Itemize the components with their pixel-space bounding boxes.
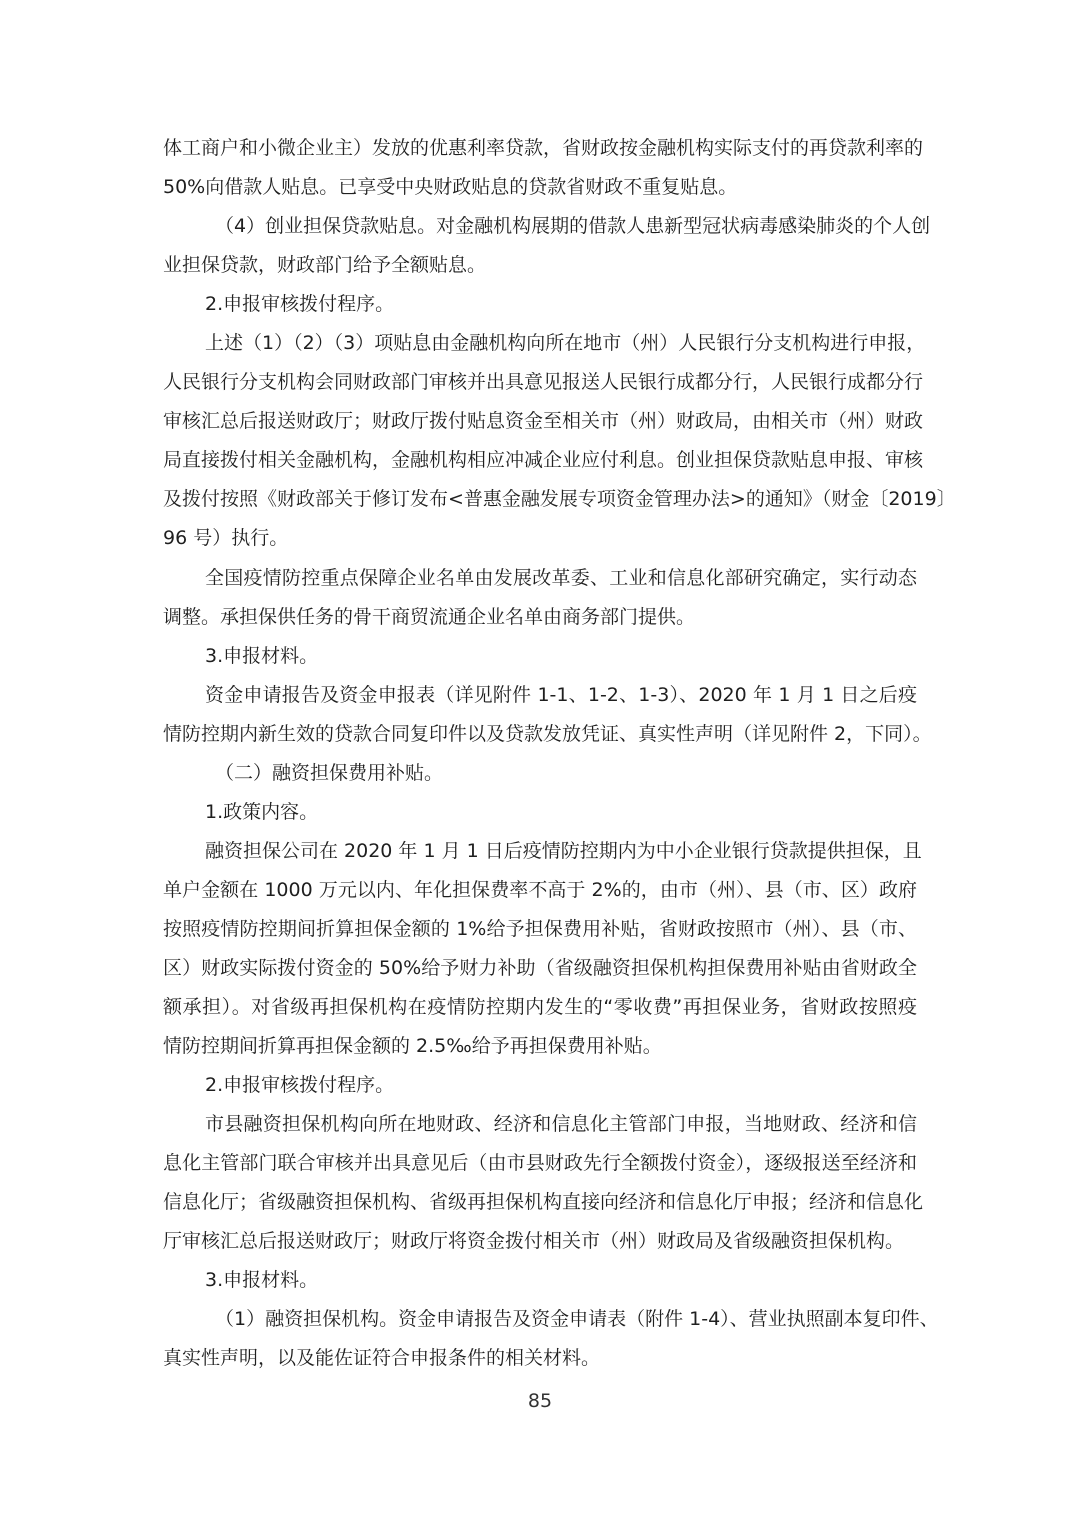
text-line: 及拨付按照《财政部关于修订发布<普惠金融发展专项资金管理办法>的通知》（财金〔2019〕 xyxy=(163,488,956,510)
text-line: 人民银行分支机构会同财政部门审核并出具意见报送人民银行成都分行，人民银行成都分行 xyxy=(163,371,924,393)
text-line: 厅审核汇总后报送财政厅；财政厅将资金拨付相关市（州）财政局及省级融资担保机构。 xyxy=(163,1230,905,1252)
text-line: 业担保贷款，财政部门给予全额贴息。 xyxy=(163,254,487,276)
section-heading: 2.申报审核拨付程序。 xyxy=(205,1074,395,1096)
text-line: 息化主管部门联合审核并出具意见后（由市县财政先行全额拨付资金），逐级报送至经济和 xyxy=(163,1152,917,1174)
text-line: 全国疫情防控重点保障企业名单由发展改革委、工业和信息化部研究确定，实行动态 xyxy=(205,567,917,589)
section-heading: （二）融资担保费用补贴。 xyxy=(215,762,444,784)
section-heading: 3.申报材料。 xyxy=(205,645,319,667)
text-line: （4）创业担保贷款贴息。对金融机构展期的借款人患新型冠状病毒感染肺炎的个人创 xyxy=(215,215,931,237)
text-line: 信息化厅；省级融资担保机构、省级再担保机构直接向经济和信息化厅申报；经济和信息化 xyxy=(163,1191,924,1213)
text-line: 区）财政实际拨付资金的 50%给予财力补助（省级融资担保机构担保费用补贴由省财政全 xyxy=(163,957,917,979)
section-heading: 1.政策内容。 xyxy=(205,801,319,823)
text-line: 单户金额在 1000 万元以内、年化担保费率不高于 2%的，由市（州）、县（市、区）政府 xyxy=(163,879,917,901)
text-line: 按照疫情防控期间折算担保金额的 1%给予担保费用补贴，省财政按照市（州）、县（市、 xyxy=(163,918,917,940)
text-line: 局直接拨付相关金融机构，金融机构相应冲减企业应付利息。创业担保贷款贴息申报、审核 xyxy=(163,449,924,471)
text-line: （1）融资担保机构。资金申请报告及资金申请表（附件 1-4）、营业执照副本复印件、 xyxy=(215,1308,939,1330)
text-line: 情防控期间折算再担保金额的 2.5‰给予再担保费用补贴。 xyxy=(163,1035,662,1057)
text-line: 96 号）执行。 xyxy=(163,527,289,549)
text-line: 市县融资担保机构向所在地财政、经济和信息化主管部门申报，当地财政、经济和信 xyxy=(205,1113,917,1135)
text-line: 情防控期内新生效的贷款合同复印件以及贷款发放凭证、真实性声明（详见附件 2，下同）。 xyxy=(163,723,932,745)
text-line: 50%向借款人贴息。已享受中央财政贴息的贷款省财政不重复贴息。 xyxy=(163,176,738,198)
text-line: 资金申请报告及资金申报表（详见附件 1-1、1-2、1-3）、2020 年 1 月 1 日之后疫 xyxy=(205,684,917,706)
text-line: 体工商户和小微企业主）发放的优惠利率贷款，省财政按金融机构实际支付的再贷款利率的 xyxy=(163,137,924,159)
text-line: 上述（1）（2）（3）项贴息由金融机构向所在地市（州）人民银行分支机构进行申报， xyxy=(205,332,926,354)
text-line: 调整。承担保供任务的骨干商贸流通企业名单由商务部门提供。 xyxy=(163,606,696,628)
text-line: 融资担保公司在 2020 年 1 月 1 日后疫情防控期内为中小企业银行贷款提供担保，且 xyxy=(205,840,922,862)
text-line: 额承担）。对省级再担保机构在疫情防控期内发生的“零收费”再担保业务，省财政按照疫 xyxy=(163,996,917,1018)
section-heading: 3.申报材料。 xyxy=(205,1269,319,1291)
text-line: 审核汇总后报送财政厅；财政厅拨付贴息资金至相关市（州）财政局，由相关市（州）财政 xyxy=(163,410,924,432)
section-heading: 2.申报审核拨付程序。 xyxy=(205,293,395,315)
text-line: 真实性声明，以及能佐证符合申报条件的相关材料。 xyxy=(163,1347,601,1369)
page-number: 85 xyxy=(527,1390,553,1412)
